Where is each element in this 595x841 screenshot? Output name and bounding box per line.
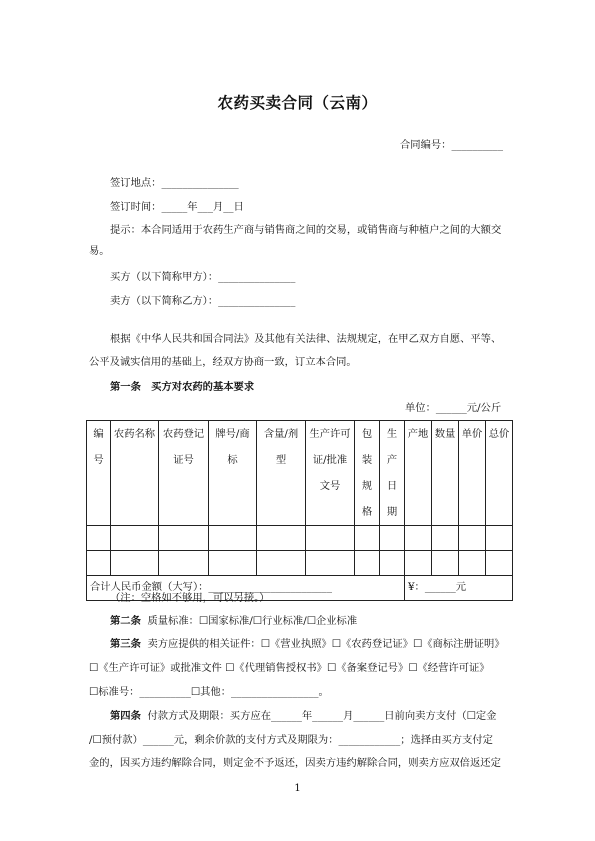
article-3-line-3: ☐标准号：__________☐其他：_________________。 <box>89 686 329 698</box>
article-3 <box>110 637 505 651</box>
article-4-line-3: 金的，因买方违约解除合同，则定金不予返还，因卖方违约解除合同，则卖方应双倍返还定 <box>89 757 501 769</box>
table-header-cell: 含量/剂型 <box>257 421 306 526</box>
article-4-text: 付款方式及期限：买方应在______年______月______日前向卖方支付（☐定金 <box>147 710 497 722</box>
table-header-cell: 农药名称 <box>111 421 159 526</box>
seller-line: 卖方（以下简称乙方）：_______________ <box>110 295 296 307</box>
sign-place: 签订地点：_______________ <box>110 177 239 189</box>
article-3-text: 卖方应提供的相关证件：☐《营业执照》☐《农药登记证》☐《商标注册证明》 <box>147 638 505 650</box>
article-3-line-2: ☐《生产许可证》或批准文件 ☐《代理销售授权书》☐《备案登记号》☐《经营许可证》 <box>89 662 490 674</box>
intro-line-1: 根据《中华人民共和国合同法》及其他有关法律、法规规定，在甲乙双方自愿、平等、 <box>110 333 502 345</box>
table-header-cell: 生产日期 <box>380 421 405 526</box>
table-header-cell: 编号 <box>87 421 111 526</box>
article-3-label: 第三条 <box>110 638 141 650</box>
article-1-title: 第一条 买方对农药的基本要求 <box>110 381 255 393</box>
document-title: 农药买卖合同（云南） <box>217 94 378 112</box>
article-4-line-2: /☐预付款）______元，剩余价款的支付方式及期限为：____________；选择由买方支付定 <box>89 734 493 746</box>
table-header-cell: 单价 <box>459 421 486 526</box>
table-header-cell: 总价 <box>486 421 513 526</box>
table-header-cell: 数量 <box>432 421 459 526</box>
table-note: （注：空格如不够用，可以另接。） <box>110 592 270 604</box>
table-header-row <box>87 421 513 526</box>
table-header-cell: 包装规格 <box>355 421 380 526</box>
intro-line-2: 公平及诚实信用的基础上，经双方协商一致，订立本合同。 <box>89 356 357 368</box>
product-table <box>86 420 513 601</box>
total-amount-value: ¥：______元 <box>405 576 513 601</box>
article-4-label: 第四条 <box>110 710 141 722</box>
total-amount-label: 合计人民币金额（大写）：________________________ <box>87 576 405 601</box>
hint-line-2: 易。 <box>89 245 110 257</box>
table-header-cell: 农药登记证号 <box>159 421 209 526</box>
article-2 <box>110 614 357 628</box>
table-header-cell: 牌号/商标 <box>209 421 257 526</box>
page-number: 1 <box>294 783 301 794</box>
table-header-cell: 生产许可证/批准文号 <box>306 421 355 526</box>
table-row <box>87 551 513 576</box>
sign-time: 签订时间：_____年___月__日 <box>110 201 244 213</box>
table-row <box>87 526 513 551</box>
table-header-cell: 产地 <box>405 421 432 526</box>
buyer-line: 买方（以下简称甲方）：_______________ <box>110 271 296 283</box>
article-2-text: 质量标准：☐国家标准/☐行业标准/☐企业标准 <box>147 615 358 627</box>
article-4 <box>110 709 496 723</box>
article-2-label: 第二条 <box>110 615 141 627</box>
hint-line-1: 提示：本合同适用于农药生产商与销售商之间的交易，或销售商与种植户之间的大额交 <box>110 224 502 236</box>
unit-label: 单位：______元/公斤 <box>405 402 502 414</box>
contract-number: 合同编号：__________ <box>400 139 503 151</box>
